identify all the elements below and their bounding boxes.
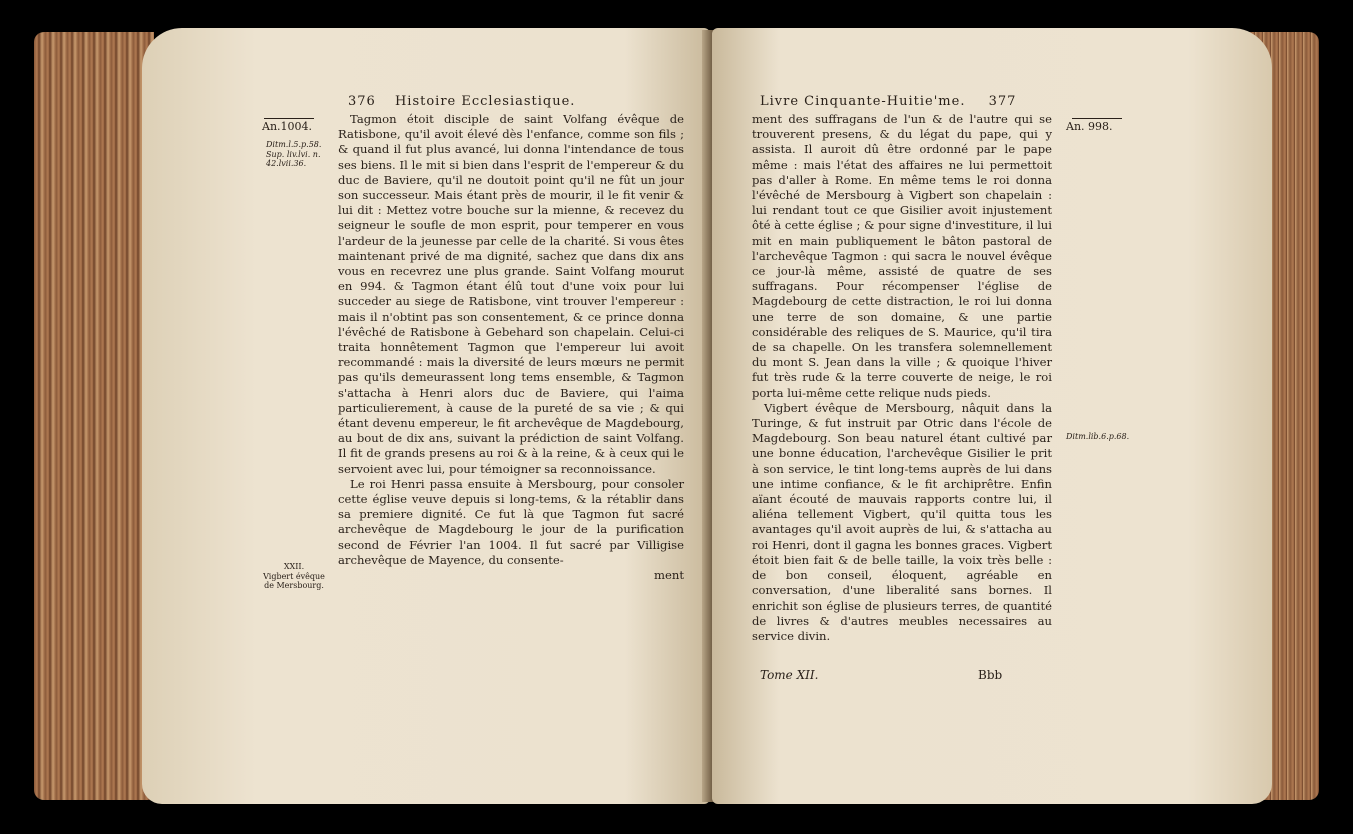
catchword: ment: [654, 568, 684, 583]
open-book: [10, 10, 1343, 824]
left-page-header: [348, 94, 575, 109]
margin-rule: [264, 118, 314, 119]
page-number: 376: [348, 94, 376, 109]
section-number: XXII.: [283, 562, 305, 571]
section-title-line: Vigbert évêque: [263, 571, 325, 581]
right-page: [712, 28, 1272, 804]
section-marker: [262, 562, 326, 591]
tome-label: Tome XII.: [760, 668, 819, 682]
right-page-header: [760, 94, 1016, 109]
paragraph: ment des suffragans de l'un & de l'autre qui se trouverent presens, & du légat du pape, qui y assista. Il auroit dû être ordonné par le pape même : mais l'état des affaires ne lui permettoit pas d'aller à Rome. En même tems le roi donna l'évêché de Mersbourg à Vigbert son chapelain : lui rendant tout ce que Gisilier avoit injustement ôté à cette église ; & pour signe d'investiture, il lui mit en main publiquement le bâton pastoral de l'archevêque Tagmon : qui sacra le nouvel évêque ce jour-là même, assisté de quatre de ses suffragans. Pour récompenser l'église de Magdebourg de cette distraction, le roi lui donna une terre de son domaine, & une partie considérable des reliques de S. Maurice, qu'il tira de sa chapelle. On les transfera solemnellement du mont S. Jean dans la ville ; & quoique l'hiver fut très rude & la terre couverte de neige, le roi porta lui-même cette relique nuds pieds.: [752, 112, 1052, 400]
left-page-edges: [34, 32, 154, 800]
paragraph: Tagmon étoit disciple de saint Volfang évêque de Ratisbone, qu'il avoit élevé dès l'enfance, comme son fils ; & quand il fut plus avancé, lui donna l'intendance de tous ses biens. Il le mit si bien dans l'esprit de l'empereur & du duc de Baviere, qu'il ne doutoit point qu'il ne fût un jour son successeur. Mais étant près de mourir, il le fit venir & lui dit : Mettez votre bouche sur la mienne, & recevez du seigneur le soufle de mon esprit, pour temperer en vous l'ardeur de la jeunesse par celle de la charité. Si vous êtes maintenant privé de ma dignité, sachez que dans dix ans vous en recevrez une plus grande. Saint Volfang mourut en 994. & Tagmon étant élû tout d'une voix pour lui succeder au siege de Ratisbone, vint trouver l'empereur : mais il n'obtint pas son consentement, & ce prince donna l'évêché de Ratisbone à Gebehard son chapelain. Celui-ci traita honnêtement Tagmon que l'empereur lui avoit recommandé : mais la diversité de leurs mœurs ne permit pas qu'ils demeurassent long tems ensemble, & Tagmon s'attacha à Henri alors duc de Baviere, qui l'aima particulierement, à cause de la pureté de sa vie ; & qui étant devenu empereur, le fit archevêque de Magdebourg, au bout de dix ans, suivant la prédiction de saint Volfang. Il fit de grands presens au roi & à la reine, & à ceux qui le servoient avec lui, pour témoigner sa reconnoissance.: [338, 112, 684, 476]
page-number: 377: [988, 94, 1017, 109]
right-page-body: [752, 112, 1052, 644]
running-head: Histoire Ecclesiastique.: [394, 94, 576, 109]
paragraph: Vigbert évêque de Mersbourg, nâquit dans la Turinge, & fut instruit par Otric dans l'école de Magdebourg. Son beau naturel étant cultivé par une bonne éducation, l'archevêque Gisilier le prit à son service, le tint long-tems auprès de lui dans une intime confiance, & le fit archiprêtre. Enfin aïant écouté de mauvais rapports contre lui, il aliéna tellement Vigbert, qu'il quitta tous les avantages qu'il avoit auprès de lui, & s'attacha au roi Henri, dont il gagna les bonnes graces. Vigbert étoit bien fait & de belle taille, la voix très belle : de bon conseil, éloquent, agréable en conversation, d'une liberalité sans bornes. Il enrichit son église de plusieurs terres, de quantité de livres & d'autres meubles necessaires au service divin.: [752, 400, 1052, 643]
signature-mark: Bbb: [978, 668, 1003, 682]
margin-year: An. 998.: [1066, 120, 1113, 133]
margin-references: Ditm.l.5.p.58. Sup. liv.lvi. n. 42.lvii.36.: [266, 140, 322, 168]
margin-reference: Ditm.lib.6.p.68.: [1066, 432, 1130, 441]
left-page: [142, 28, 710, 804]
section-title-line: de Mersbourg.: [264, 581, 324, 590]
margin-year: An.1004.: [262, 120, 313, 133]
margin-rule: [1072, 118, 1122, 119]
running-head: Livre Cinquante-Huitie'me.: [760, 94, 966, 109]
paragraph: Le roi Henri passa ensuite à Mersbourg, pour consoler cette église veuve depuis si long-tems, & la rétablir dans sa premiere dignité. Ce fut là que Tagmon fut sacré archevêque de Magdebourg le jour de la purification second de Février l'an 1004. Il fut sacré par Villigise archevêque de Mayence, du consente-: [338, 476, 684, 567]
left-page-body: [338, 112, 684, 583]
